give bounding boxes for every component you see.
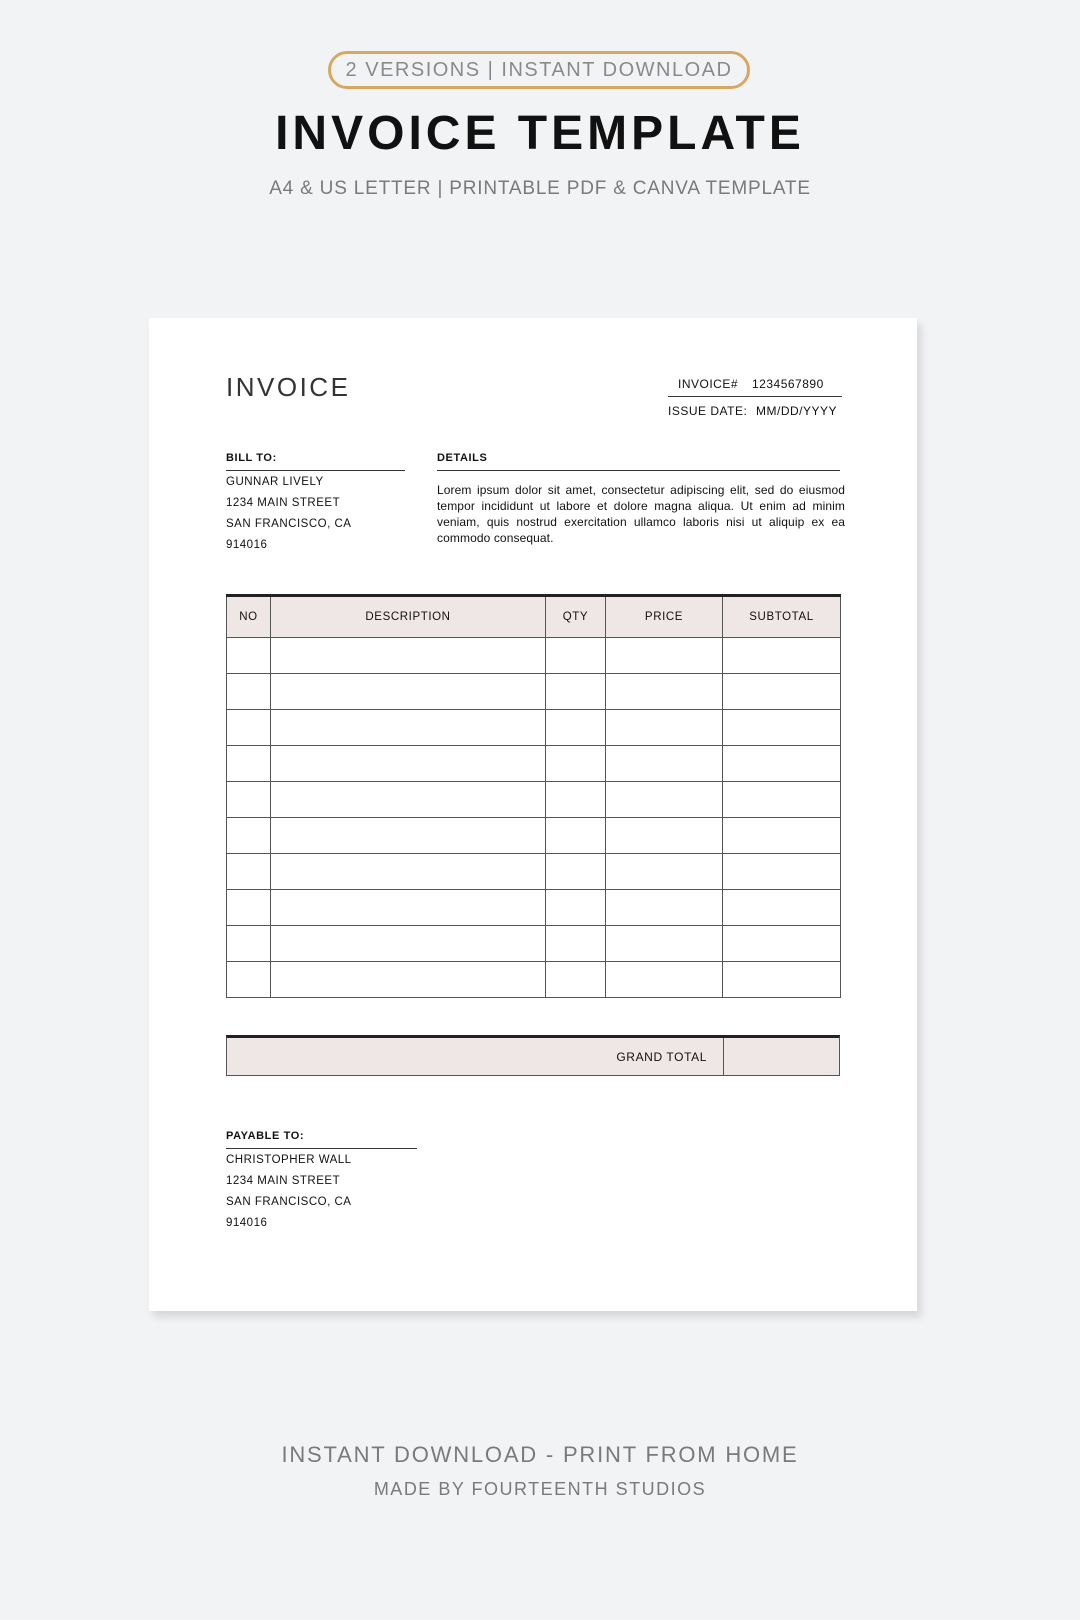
cell-subtotal [723, 710, 841, 746]
cell-price [606, 710, 723, 746]
cell-no [227, 890, 271, 926]
invoice-number-row [672, 377, 842, 391]
cell-no [227, 746, 271, 782]
cell-description [271, 638, 546, 674]
cell-subtotal [723, 926, 841, 962]
cell-price [606, 638, 723, 674]
cell-no [227, 854, 271, 890]
cell-subtotal [723, 746, 841, 782]
invoice-heading: INVOICE [226, 372, 351, 402]
grand-total-label: GRAND TOTAL [616, 1049, 707, 1064]
page-title: INVOICE TEMPLATE [275, 107, 805, 160]
col-header-price: PRICE [606, 596, 723, 638]
cell-qty [546, 818, 606, 854]
payable-to-divider [226, 1148, 417, 1149]
cell-price [606, 854, 723, 890]
col-header-no: NO [227, 596, 271, 638]
payable-to-zip: 914016 [226, 1217, 268, 1229]
line-items-table [226, 594, 841, 998]
bill-to-label: BILL TO: [226, 452, 277, 464]
table-row [227, 854, 841, 890]
cell-description [271, 782, 546, 818]
table-row [227, 674, 841, 710]
cell-subtotal [723, 638, 841, 674]
invoice-sheet [149, 318, 917, 1311]
bill-to-street: 1234 MAIN STREET [226, 497, 341, 509]
cell-subtotal [723, 962, 841, 998]
cell-price [606, 746, 723, 782]
payable-to-city: SAN FRANCISCO, CA [226, 1196, 352, 1208]
table-row [227, 638, 841, 674]
cell-description [271, 746, 546, 782]
details-text: Lorem ipsum dolor sit amet, consectetur adipiscing elit, sed do eiusmod tempor incididunt ut labore et dolore magna aliqua. Ut enim ad minim veniam, quis nostrud exercitation ullamco laboris nisi ut aliquip ex ea commodo consequat. [437, 483, 845, 545]
page-subtitle: A4 & US LETTER | PRINTABLE PDF & CANVA TEMPLATE [269, 178, 811, 199]
table-row [227, 818, 841, 854]
issue-date-value: MM/DD/YYYY [756, 404, 838, 418]
cell-no [227, 710, 271, 746]
cell-description [271, 926, 546, 962]
cell-qty [546, 854, 606, 890]
col-header-qty: QTY [546, 596, 606, 638]
cell-no [227, 782, 271, 818]
cell-subtotal [723, 674, 841, 710]
table-row [227, 890, 841, 926]
cell-qty [546, 926, 606, 962]
cell-qty [546, 782, 606, 818]
table-row [227, 962, 841, 998]
table-row [227, 710, 841, 746]
bill-to-zip: 914016 [226, 539, 268, 551]
cell-description [271, 818, 546, 854]
cell-description [271, 674, 546, 710]
cell-qty [546, 746, 606, 782]
payable-to-label: PAYABLE TO: [226, 1130, 305, 1142]
cell-subtotal [723, 782, 841, 818]
bill-to-divider [226, 470, 405, 471]
bill-to-city: SAN FRANCISCO, CA [226, 518, 352, 530]
cell-no [227, 962, 271, 998]
footer-tagline: INSTANT DOWNLOAD - PRINT FROM HOME [281, 1442, 799, 1467]
issue-date-label: ISSUE DATE: [668, 404, 748, 418]
cell-qty [546, 638, 606, 674]
payable-to-street: 1234 MAIN STREET [226, 1175, 341, 1187]
cell-price [606, 674, 723, 710]
table-header-row [227, 596, 841, 638]
cell-subtotal [723, 854, 841, 890]
grand-total-value [723, 1038, 839, 1075]
versions-badge-text: 2 VERSIONS | INSTANT DOWNLOAD [345, 58, 733, 81]
table-row [227, 926, 841, 962]
invoice-number-value: 1234567890 [752, 377, 824, 391]
grand-total-box [226, 1035, 840, 1076]
issue-date-row [668, 404, 846, 418]
cell-no [227, 818, 271, 854]
versions-badge [328, 51, 750, 89]
bill-to-name: GUNNAR LIVELY [226, 476, 324, 488]
invoice-number-label: INVOICE# [678, 377, 739, 391]
details-divider [437, 470, 840, 471]
cell-price [606, 962, 723, 998]
cell-qty [546, 674, 606, 710]
details-label: DETAILS [437, 452, 488, 464]
cell-qty [546, 710, 606, 746]
cell-price [606, 926, 723, 962]
cell-qty [546, 890, 606, 926]
cell-description [271, 854, 546, 890]
table-row [227, 782, 841, 818]
cell-qty [546, 962, 606, 998]
footer-credit: MADE BY FOURTEENTH STUDIOS [373, 1479, 707, 1499]
cell-description [271, 710, 546, 746]
cell-no [227, 638, 271, 674]
payable-to-name: CHRISTOPHER WALL [226, 1154, 352, 1166]
cell-price [606, 818, 723, 854]
cell-subtotal [723, 818, 841, 854]
table-row [227, 746, 841, 782]
cell-price [606, 890, 723, 926]
cell-description [271, 962, 546, 998]
col-header-description: DESCRIPTION [271, 596, 546, 638]
col-header-subtotal: SUBTOTAL [723, 596, 841, 638]
cell-subtotal [723, 890, 841, 926]
invoice-number-divider [668, 396, 842, 397]
cell-no [227, 674, 271, 710]
cell-no [227, 926, 271, 962]
cell-price [606, 782, 723, 818]
cell-description [271, 890, 546, 926]
